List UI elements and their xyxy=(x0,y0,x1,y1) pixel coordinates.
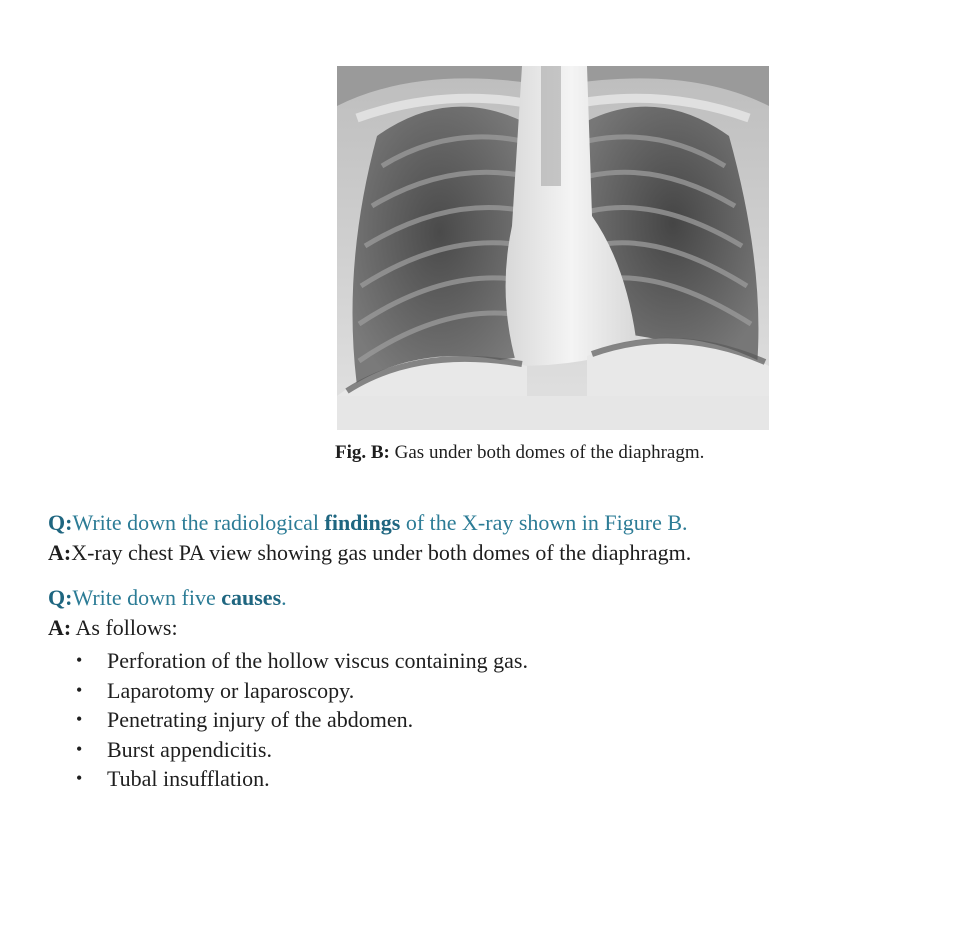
question-2-text-after: . xyxy=(281,585,287,610)
bullet-icon: • xyxy=(76,679,83,700)
cause-text: Tubal insufflation. xyxy=(107,766,270,791)
question-2 xyxy=(48,585,928,611)
answer-2-text: As follows: xyxy=(71,615,178,640)
bullet-icon: • xyxy=(76,768,83,788)
caption-text: Gas under both domes of the diaphragm. xyxy=(389,442,705,463)
cause-text: Penetrating injury of the abdomen. xyxy=(107,707,414,732)
cause-text: Burst appendicitis. xyxy=(107,736,272,762)
question-1-text-after: of the X-ray shown in Figure B. xyxy=(400,510,688,535)
question-1-text-before: Write down the radiological xyxy=(72,510,325,535)
answer-1 xyxy=(48,540,928,566)
list-item xyxy=(76,764,528,794)
question-1 xyxy=(48,510,928,536)
bullet-icon: • xyxy=(76,709,83,729)
cause-text: Perforation of the hollow viscus containing gas. xyxy=(107,648,528,673)
cause-text: Laparotomy or laparoscopy. xyxy=(107,677,355,703)
question-2-label: Q: xyxy=(48,585,73,610)
question-1-label: Q: xyxy=(48,510,73,535)
list-item xyxy=(76,646,528,676)
answer-2-label: A: xyxy=(48,615,72,640)
bullet-icon: • xyxy=(76,650,83,670)
question-2-text-before: Write down five xyxy=(72,585,222,610)
answer-1-label: A: xyxy=(48,540,72,565)
answer-1-text: X-ray chest PA view showing gas under both domes of the diaphragm. xyxy=(71,540,692,565)
chest-xray-image xyxy=(337,66,769,430)
list-item xyxy=(76,705,528,735)
question-2-keyword: causes xyxy=(221,585,282,610)
answer-2 xyxy=(48,615,928,641)
figure-caption xyxy=(335,442,775,464)
caption-label: Fig. B: xyxy=(335,442,390,463)
list-item xyxy=(76,676,528,706)
bullet-icon: • xyxy=(76,738,83,759)
list-item xyxy=(76,735,528,765)
question-1-keyword: findings xyxy=(324,510,401,535)
causes-list xyxy=(76,646,528,794)
